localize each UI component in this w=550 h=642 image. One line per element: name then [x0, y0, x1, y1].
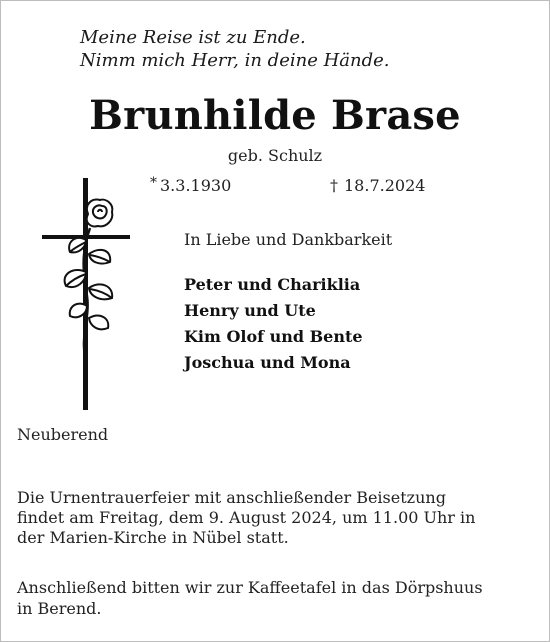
reception-line-1: Anschließend bitten wir zur Kaffeetafel in das Dörpshuus — [17, 578, 483, 597]
death-date-line — [330, 176, 425, 195]
funeral-line-1: Die Urnentrauerfeier mit anschließender Beisetzung — [17, 488, 446, 507]
birth-star-icon: * — [150, 175, 157, 191]
deceased-name: Brunhilde Brase — [89, 92, 461, 139]
death-dagger-icon: † — [330, 176, 338, 195]
mourners-list — [184, 272, 363, 376]
reception-details — [17, 577, 537, 619]
birth-date: 3.3.1930 — [160, 176, 232, 195]
funeral-details — [17, 488, 537, 548]
funeral-line-2: findet am Freitag, dem 9. August 2024, um 11.00 Uhr in — [17, 508, 476, 527]
reception-line-2: in Berend. — [17, 599, 102, 618]
mourner-item: Kim Olof und Bente — [184, 327, 363, 346]
mourner-item: Joschua und Mona — [184, 353, 351, 372]
motto-line-1: Meine Reise ist zu Ende. — [80, 27, 306, 48]
place-name: Neuberend — [17, 425, 109, 444]
maiden-name: geb. Schulz — [227, 146, 323, 165]
motto-line-2: Nimm mich Herr, in deine Hände. — [80, 50, 390, 71]
birth-date-line — [150, 176, 231, 195]
motto — [80, 26, 390, 72]
mourner-item: Peter und Chariklia — [184, 275, 361, 294]
death-date: 18.7.2024 — [344, 176, 426, 195]
mourner-item: Henry und Ute — [184, 301, 316, 320]
funeral-line-3: der Marien-Kirche in Nübel statt. — [17, 528, 289, 547]
dedication: In Liebe und Dankbarkeit — [184, 230, 393, 249]
cross-with-rose-icon — [40, 176, 132, 412]
